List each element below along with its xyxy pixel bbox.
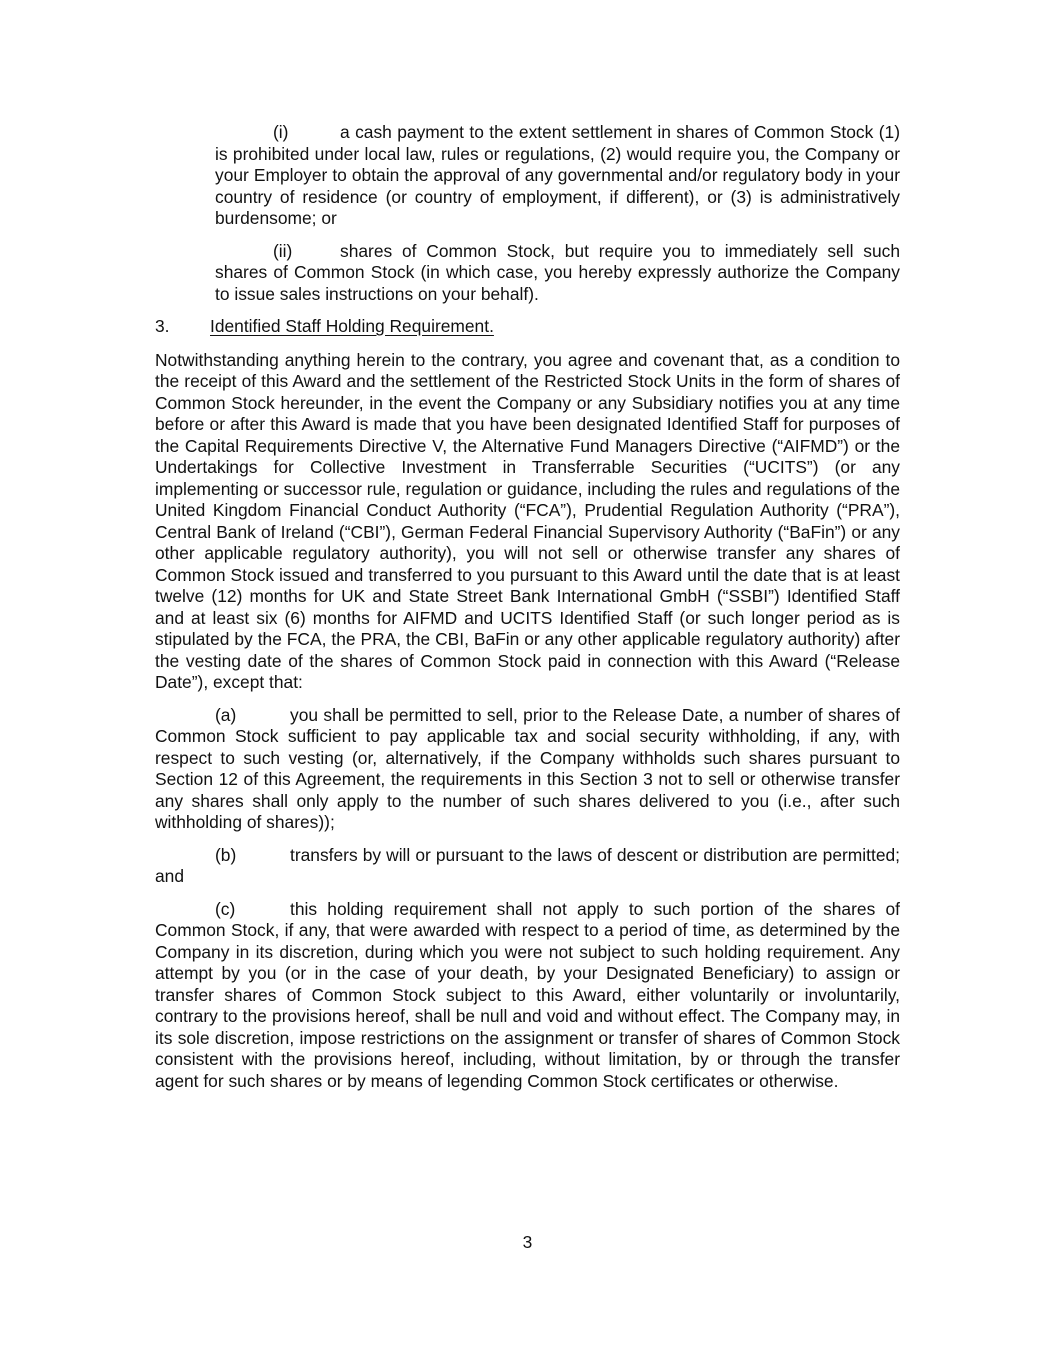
clause-ii-label: (ii) bbox=[273, 240, 293, 261]
section-number: 3. bbox=[155, 316, 170, 336]
clause-ii-text: shares of Common Stock, but require you to immediately sell such shares of Common Stock (in which case, you hereby expressly authorize the Company to issue sales instructions on your behalf). bbox=[215, 240, 900, 304]
subclause-b-text: transfers by will or pursuant to the laws of descent or distribution are permitted; and bbox=[155, 844, 900, 886]
clause-i-label: (i) bbox=[273, 122, 289, 142]
subclause-c-label: (c) bbox=[215, 898, 236, 919]
subclause-a-text: you shall be permitted to sell, prior to the Release Date, a number of shares of Common Stock sufficient to pay applicable tax and social security withholding, if any, with respect to such vesting (or, alternatively, if the Company withholds such shares pursuant to Section 12 of this Agreement, the requirements in this Section 3 not to sell or otherwise transfer any shares shall only apply to the number of such shares delivered to you (i.e., after such withholding of shares)); bbox=[155, 704, 900, 832]
section-heading bbox=[155, 316, 900, 338]
section-title: Identified Staff Holding Requirement. bbox=[210, 316, 494, 336]
subclause-c-text: this holding requirement shall not apply to such portion of the shares of Common Stock, if any, that were awarded with respect to a period of time, as determined by the Company in its discretion, during which you were not subject to such holding requirement. Any attempt by you (or in the case of your death, by your Designated Beneficiary) to assign or transfer shares of Common Stock subject to this Award, either voluntarily or involuntarily, contrary to the provisions hereof, shall be null and void and without effect. The Company may, in its sole discretion, impose restrictions on the assignment or transfer of shares of Common Stock consistent with the provisions hereof, including, without limitation, by or through the transfer agent for such shares or by means of legending Common Stock certificates or otherwise. bbox=[155, 898, 900, 1091]
subclause-b bbox=[155, 845, 900, 888]
subclause-a bbox=[155, 705, 900, 834]
clause-i bbox=[215, 122, 900, 230]
subclause-b-label: (b) bbox=[215, 844, 237, 865]
subclause-c bbox=[155, 899, 900, 1093]
clause-i-text: a cash payment to the extent settlement in shares of Common Stock (1) is prohibited under local law, rules or regulations, (2) would require you, the Company or your Employer to obtain the approval of any governmental and/or regulatory body in your country of residence (or country of employment, if different), or (3) is administratively burdensome; or bbox=[215, 122, 900, 228]
page-number: 3 bbox=[522, 1232, 533, 1252]
section-body: Notwithstanding anything herein to the contrary, you agree and covenant that, as a condition to the receipt of this Award and the settlement of the Restricted Stock Units in the form of shares of Common Stock hereunder, in the event the Company or any Subsidiary notifies you at any time before or after this Award is made that you have been designated Identified Staff for purposes of the Capital Requirements Directive V, the Alternative Fund Managers Directive (“AIFMD”) or the Undertakings for Collective Investment in Transferrable Securities (“UCITS”) (or any implementing or successor rule, regulation or guidance, including the rules and regulations of the United Kingdom Financial Conduct Authority (“FCA”), Prudential Regulation Authority (“PRA”), Central Bank of Ireland (“CBI”), German Federal Financial Supervisory Authority (“BaFin”) or any other applicable regulatory authority), you will not sell or otherwise transfer any shares of Common Stock issued and transferred to you pursuant to this Award until the date that is at least twelve (12) months for UK and State Street Bank International GmbH (“SSBI”) Identified Staff and at least six (6) months for AIFMD and UCITS Identified Staff (or such longer period as is stipulated by the FCA, the PRA, the CBI, BaFin or any other applicable regulatory authority) after the vesting date of the shares of Common Stock paid in connection with this Award (“Release Date”), except that: bbox=[155, 349, 900, 692]
clause-ii bbox=[215, 241, 900, 306]
subclause-a-label: (a) bbox=[215, 704, 237, 725]
